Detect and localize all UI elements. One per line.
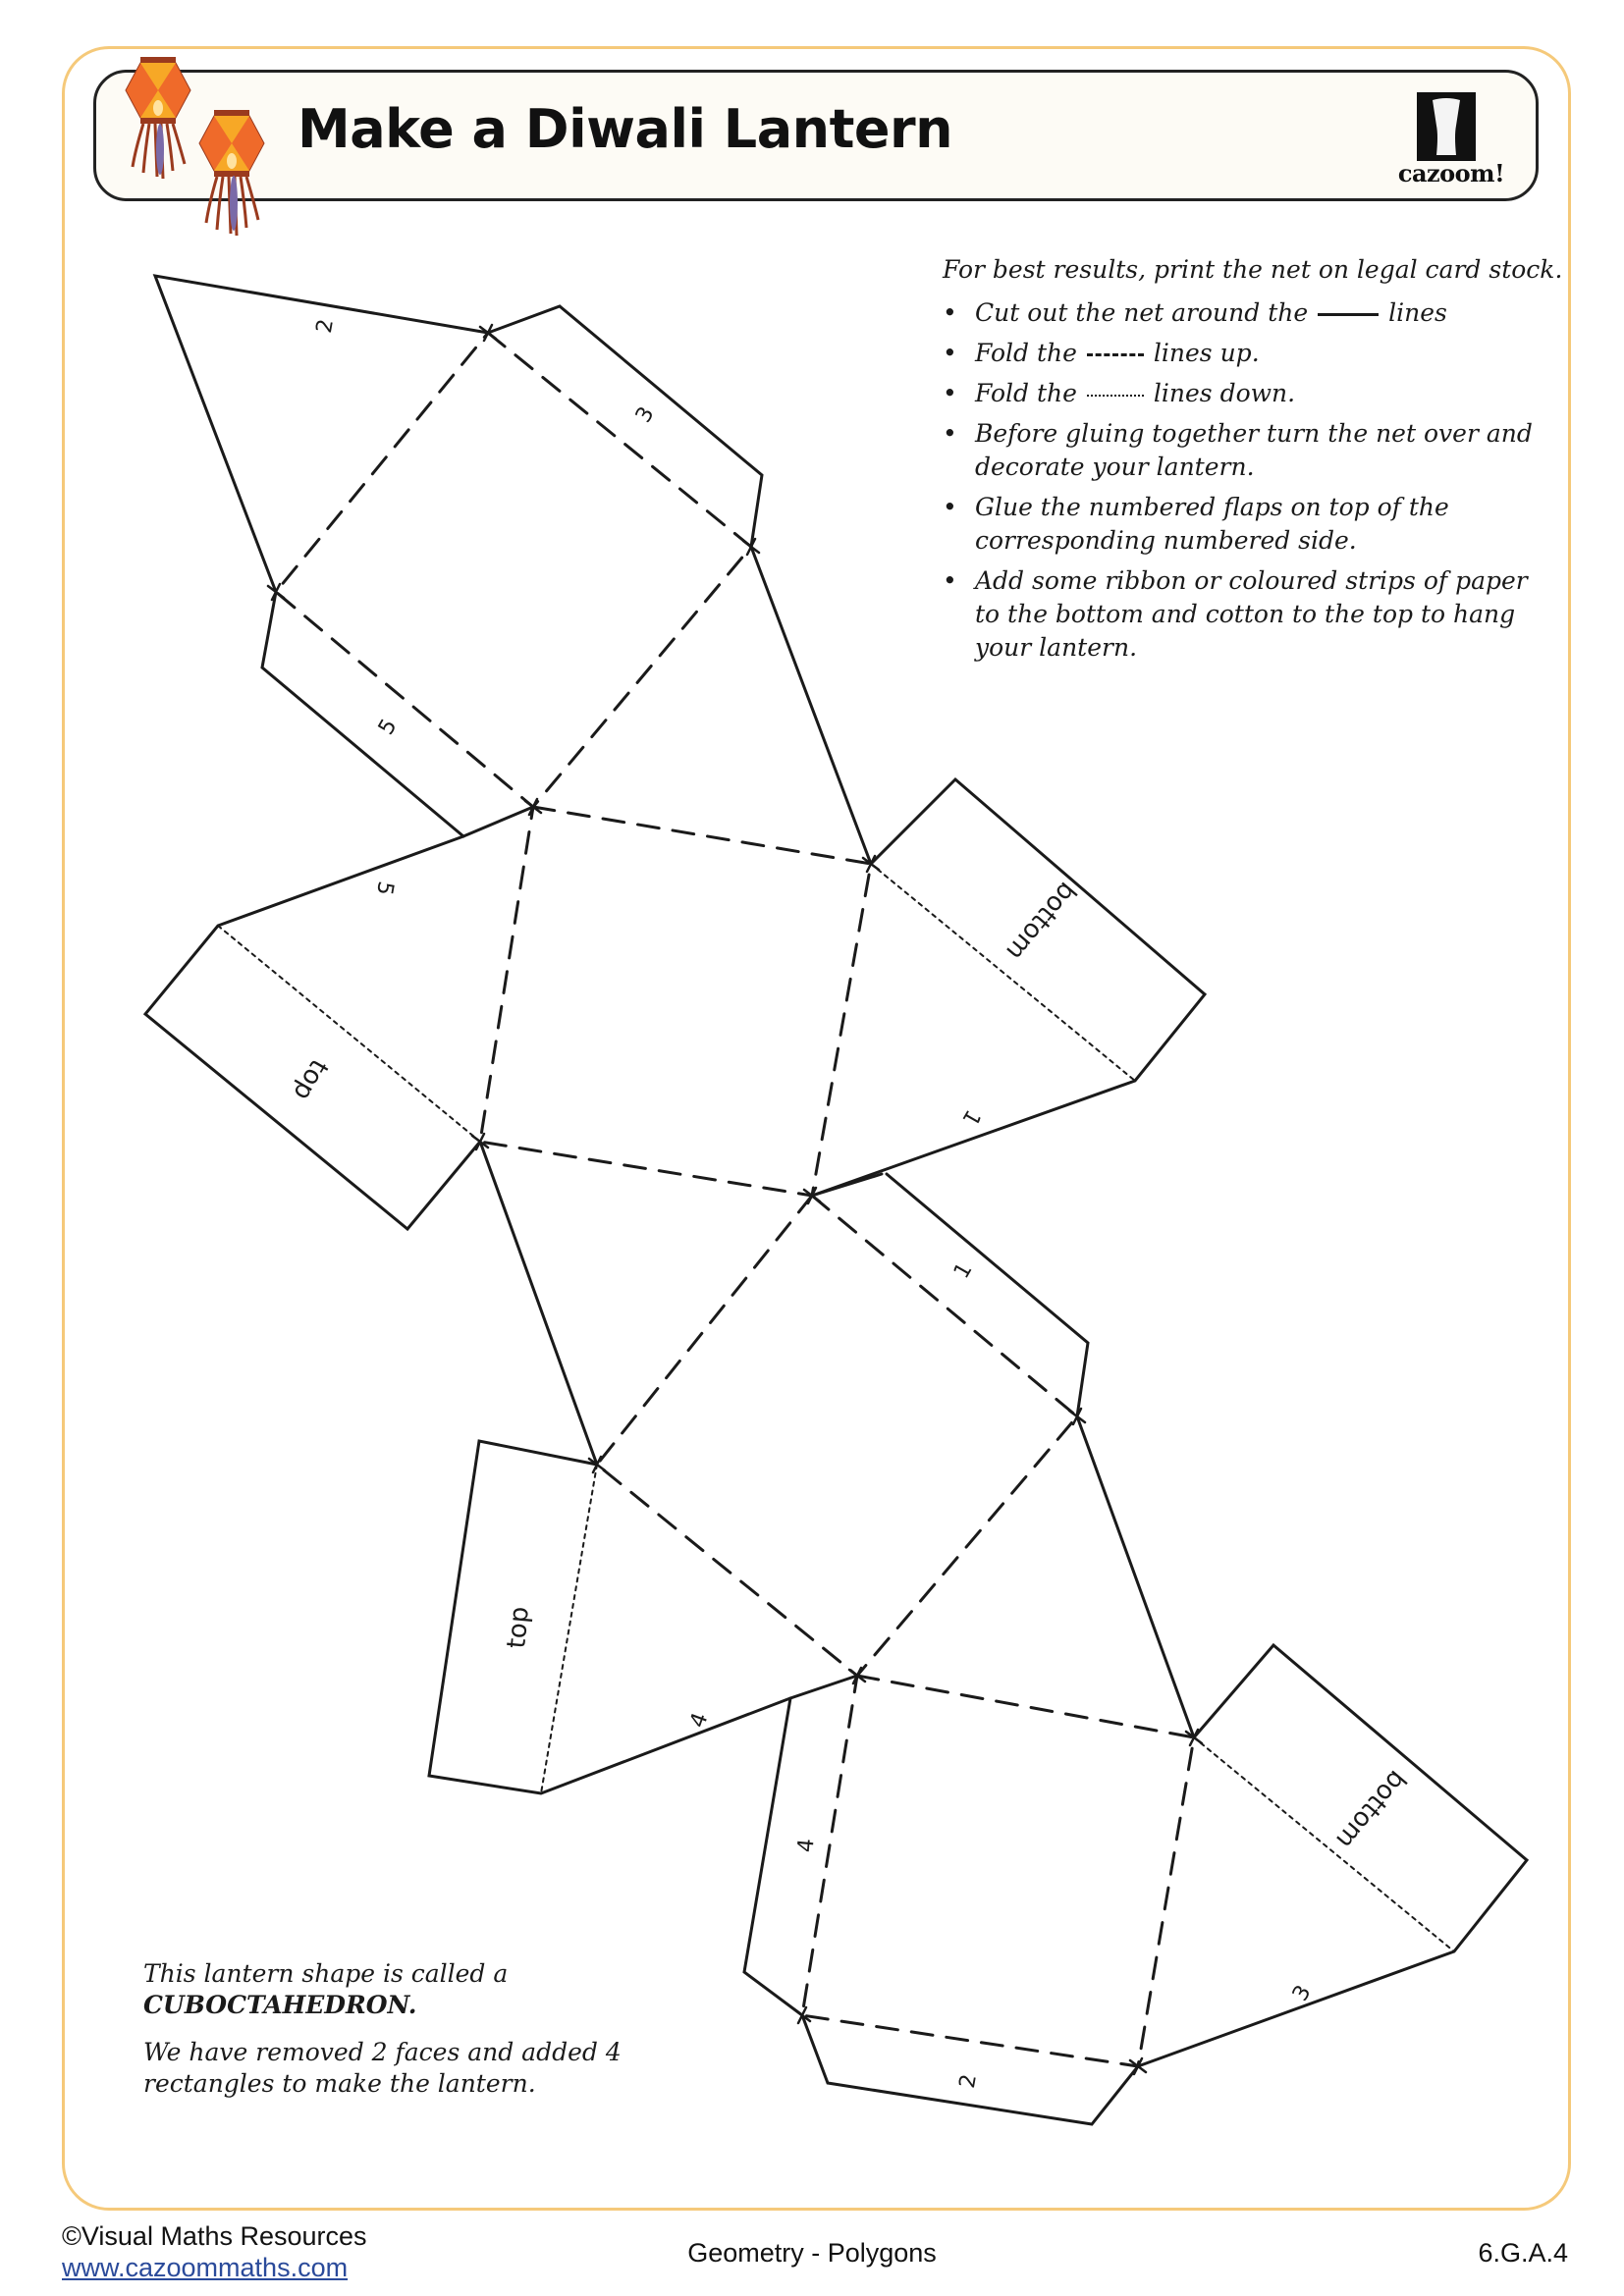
flap-label-1: 1	[948, 1258, 978, 1284]
dotted-line-sample	[1087, 395, 1144, 397]
note-paragraph	[143, 1958, 654, 2021]
flap-label-5: 5	[370, 879, 399, 897]
flap-label-2: 2	[954, 2072, 983, 2091]
cazoom-logo[interactable]	[1392, 90, 1510, 188]
copyright-text: ©Visual Maths Resources	[62, 2221, 367, 2251]
flap-label-3: 3	[630, 402, 660, 428]
footer-standard: 6.G.A.4	[1478, 2238, 1568, 2268]
flap-label-3: 3	[1287, 1981, 1317, 2006]
rect-label-bottom: bottom	[1329, 1764, 1412, 1854]
lantern-icon	[199, 110, 264, 236]
solid-line-sample	[1318, 313, 1379, 316]
shape-note	[143, 1958, 654, 2115]
logo-text: cazoom!	[1397, 159, 1505, 187]
flap-label-2: 2	[311, 317, 340, 336]
website-link[interactable]: www.cazoommaths.com	[62, 2253, 349, 2282]
instructions-list	[943, 296, 1551, 665]
instructions-intro: For best results, print the net on legal card stock.	[943, 255, 1563, 284]
instruction-text: Fold the	[975, 379, 1077, 407]
instruction-item: • Before gluing together turn the net over and decorate your lantern.	[943, 417, 1551, 484]
flap-label-4: 4	[685, 1709, 714, 1732]
instruction-text: lines up.	[1153, 339, 1260, 367]
flap-label-5: 5	[373, 715, 403, 740]
rect-label-top: top	[287, 1054, 334, 1105]
note-text: This lantern shape is called a	[143, 1959, 509, 1988]
diwali-lanterns-illustration	[106, 51, 273, 238]
instruction-item	[943, 337, 1551, 370]
rect-label-top: top	[502, 1605, 535, 1650]
instruction-item	[943, 296, 1551, 330]
instruction-text: lines	[1388, 298, 1447, 327]
dashed-line-sample	[1087, 353, 1144, 356]
instruction-item	[943, 377, 1551, 410]
instruction-item: • Glue the numbered flaps on top of the corresponding numbered side.	[943, 491, 1551, 558]
drum-glyph-icon	[1417, 92, 1476, 161]
instruction-text: Cut out the net around the	[975, 298, 1309, 327]
note-paragraph: We have removed 2 faces and added 4 rectangles to make the lantern.	[143, 2038, 622, 2098]
instruction-text: lines down.	[1153, 379, 1296, 407]
shape-name: CUBOCTAHEDRON.	[143, 1991, 417, 2019]
rect-label-bottom: bottom	[1000, 876, 1082, 966]
drum-icon	[1417, 92, 1476, 161]
page-title: Make a Diwali Lantern	[298, 98, 953, 160]
flap-label-1: 1	[956, 1104, 986, 1130]
instruction-text: Fold the	[975, 339, 1077, 367]
footer-topic: Geometry - Polygons	[687, 2238, 937, 2268]
instructions-panel	[943, 253, 1563, 671]
flap-label-4: 4	[793, 1838, 820, 1854]
lantern-icon	[126, 57, 190, 179]
instruction-item: • Add some ribbon or coloured strips of paper to the bottom and cotton to the top to hang your lantern.	[943, 564, 1551, 665]
